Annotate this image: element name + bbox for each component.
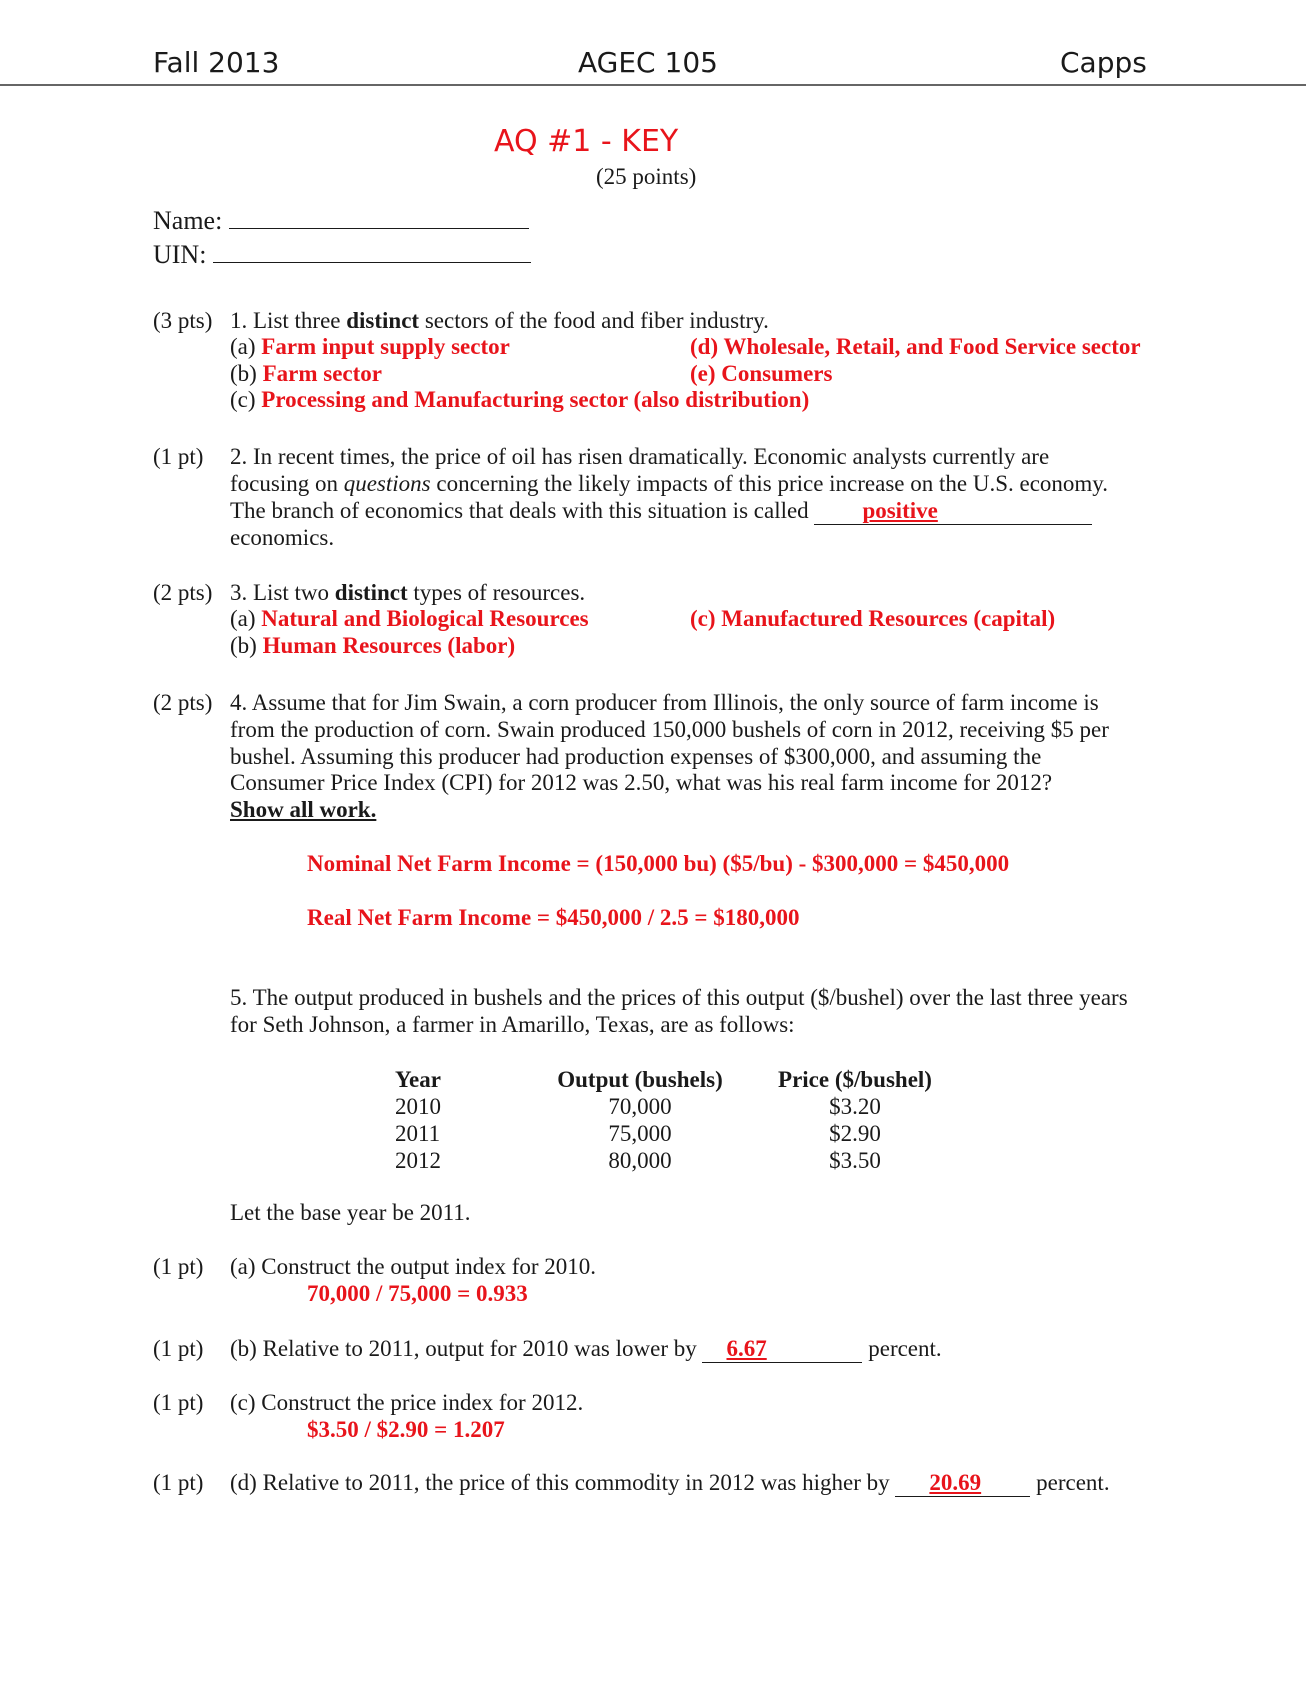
q2-line2: focusing on questions concerning the likely impacts of this price increase on the U.S. economy. bbox=[230, 471, 1109, 496]
table-header-year: Year bbox=[395, 1067, 441, 1092]
uin-label: UIN: bbox=[153, 240, 207, 269]
q1-prompt: 1. List three distinct sectors of the food and fiber industry. bbox=[230, 308, 769, 333]
q1-answer-a: (a) Farm input supply sector bbox=[230, 334, 510, 359]
q1-answer-c: (c) Processing and Manufacturing sector (also distribution) bbox=[230, 387, 810, 412]
name-label: Name: bbox=[153, 206, 223, 235]
q5-data-table bbox=[395, 1066, 955, 1174]
q3-points: (2 pts) bbox=[153, 580, 213, 605]
q5-line1: 5. The output produced in bushels and the prices of this output ($/bushel) over the last three years bbox=[230, 985, 1128, 1010]
q5a-prompt: (a) Construct the output index for 2010. bbox=[230, 1254, 597, 1279]
q4-show-work: Show all work. bbox=[230, 797, 377, 822]
name-blank bbox=[229, 206, 529, 229]
table-cell: $2.90 bbox=[829, 1121, 881, 1146]
q5-line2: for Seth Johnson, a farmer in Amarillo, Texas, are as follows: bbox=[230, 1012, 795, 1037]
q4-answer-nominal: Nominal Net Farm Income = (150,000 bu) ($5/bu) - $300,000 = $450,000 bbox=[307, 851, 1010, 876]
q1-answer-d: (d) Wholesale, Retail, and Food Service sector bbox=[690, 334, 1141, 359]
q4-points: (2 pts) bbox=[153, 690, 213, 715]
q3-answer-c: (c) Manufactured Resources (capital) bbox=[690, 606, 1056, 631]
q5d-prompt: (d) Relative to 2011, the price of this commodity in 2012 was higher by 20.69 percent. bbox=[230, 1470, 1110, 1495]
q5-base-year: Let the base year be 2011. bbox=[230, 1200, 471, 1225]
q4-line4: Consumer Price Index (CPI) for 2012 was 2.50, what was his real farm income for 2012? bbox=[230, 770, 1053, 795]
table-cell: 2010 bbox=[395, 1094, 441, 1119]
table-header-price: Price ($/bushel) bbox=[778, 1067, 932, 1092]
table-header-row bbox=[395, 1066, 955, 1093]
table-cell: 80,000 bbox=[608, 1148, 672, 1173]
q2-answer: positive bbox=[862, 498, 938, 523]
header-term: Fall 2013 bbox=[153, 46, 280, 79]
name-field bbox=[153, 206, 529, 236]
q5d-points: (1 pt) bbox=[153, 1470, 204, 1495]
q5c-answer: $3.50 / $2.90 = 1.207 bbox=[307, 1417, 505, 1442]
q3-prompt: 3. List two distinct types of resources. bbox=[230, 580, 586, 605]
uin-field bbox=[153, 240, 531, 270]
points-total: (25 points) bbox=[596, 164, 697, 189]
q3-answer-a: (a) Natural and Biological Resources bbox=[230, 606, 589, 631]
table-cell: $3.50 bbox=[829, 1148, 881, 1173]
table-cell: $3.20 bbox=[829, 1094, 881, 1119]
q5c-points: (1 pt) bbox=[153, 1390, 204, 1415]
header-course: AGEC 105 bbox=[578, 46, 718, 79]
q4-answer-real: Real Net Farm Income = $450,000 / 2.5 = $180,000 bbox=[307, 905, 800, 930]
table-cell: 75,000 bbox=[608, 1121, 672, 1146]
q2-line4: economics. bbox=[230, 525, 335, 550]
q4-line1: 4. Assume that for Jim Swain, a corn producer from Illinois, the only source of farm income is bbox=[230, 690, 1099, 715]
q5b-answer: 6.67 bbox=[726, 1336, 767, 1361]
table-cell: 2011 bbox=[395, 1121, 441, 1146]
table-row bbox=[395, 1120, 955, 1147]
page-title: AQ #1 - KEY bbox=[494, 124, 679, 159]
header-divider bbox=[0, 84, 1306, 86]
q1-answer-e: (e) Consumers bbox=[690, 361, 833, 386]
q2-points: (1 pt) bbox=[153, 444, 204, 469]
uin-blank bbox=[213, 240, 531, 263]
header-instructor: Capps bbox=[1060, 46, 1147, 79]
table-row bbox=[395, 1147, 955, 1174]
q5c-prompt: (c) Construct the price index for 2012. bbox=[230, 1390, 584, 1415]
q5d-answer: 20.69 bbox=[929, 1470, 982, 1495]
q5a-points: (1 pt) bbox=[153, 1254, 204, 1279]
q5b-points: (1 pt) bbox=[153, 1336, 204, 1361]
q1-points: (3 pts) bbox=[153, 308, 213, 333]
q2-line3: The branch of economics that deals with this situation is called positive bbox=[230, 498, 1092, 525]
table-header-output: Output (bushels) bbox=[557, 1067, 723, 1092]
q5b-prompt: (b) Relative to 2011, output for 2010 was lower by 6.67 percent. bbox=[230, 1336, 942, 1361]
q5a-answer: 70,000 / 75,000 = 0.933 bbox=[307, 1281, 528, 1306]
q1-answer-b: (b) Farm sector bbox=[230, 361, 382, 386]
table-cell: 2012 bbox=[395, 1148, 441, 1173]
q4-line2: from the production of corn. Swain produced 150,000 bushels of corn in 2012, receiving $5 per bbox=[230, 717, 1109, 742]
q2-line1: 2. In recent times, the price of oil has risen dramatically. Economic analysts currently are bbox=[230, 444, 1050, 469]
q4-line3: bushel. Assuming this producer had production expenses of $300,000, and assuming the bbox=[230, 744, 1042, 769]
table-cell: 70,000 bbox=[608, 1094, 672, 1119]
table-row bbox=[395, 1093, 955, 1120]
q3-answer-b: (b) Human Resources (labor) bbox=[230, 633, 516, 658]
